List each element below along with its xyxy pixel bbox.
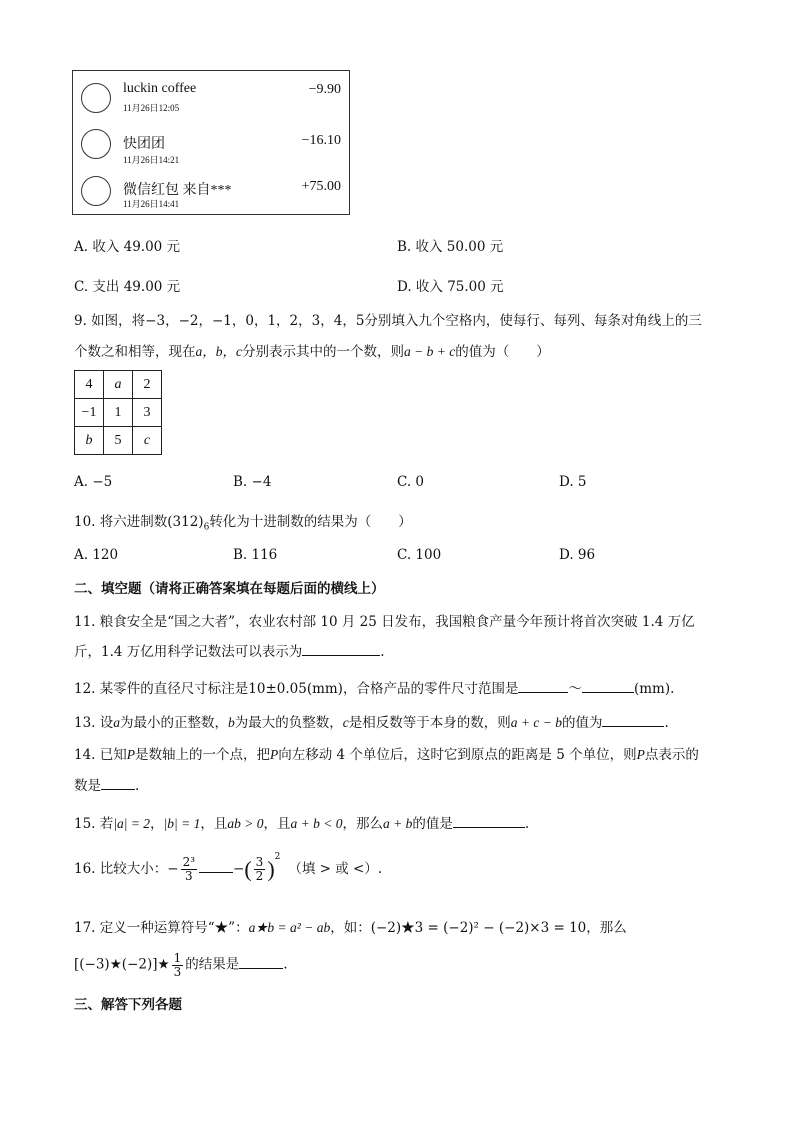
answer-blank[interactable] bbox=[302, 643, 380, 656]
payment-amount: +75.00 bbox=[301, 179, 341, 194]
grid-cell: 1 bbox=[104, 399, 133, 427]
q9-stem-line1: 9. 如图，将−3，−2，−1，0，1，2，3，4，5分别填入九个空格内，使每行、每列、每条对角线上的三 bbox=[74, 313, 702, 329]
answer-blank[interactable] bbox=[518, 680, 568, 693]
q9-option-c: C. 0 bbox=[397, 474, 425, 490]
q14-line2: 数是 . bbox=[74, 778, 140, 794]
payment-time: 11月26日14:41 bbox=[123, 199, 180, 209]
payment-record-box bbox=[72, 70, 350, 215]
payee-name: luckin coffee bbox=[123, 81, 197, 96]
grid-cell: b bbox=[75, 427, 104, 455]
fraction: $\frac{\text{2³}}{3}$ bbox=[182, 855, 196, 883]
q8-option-c: C. 支出 49.00 元 bbox=[74, 279, 181, 295]
q16-stem: 16. 比较大小：− $\frac{\text{2³}}{3}$ −( $\frac{3}{2}$ )$^2$（填 > 或 <）. bbox=[74, 852, 383, 883]
payment-time: 11月26日12:05 bbox=[123, 103, 180, 113]
answer-blank[interactable] bbox=[101, 777, 135, 790]
answer-blank[interactable] bbox=[453, 815, 525, 828]
answer-blank[interactable] bbox=[582, 680, 634, 693]
q14-line1: 14. 已知P是数轴上的一个点，把P向左移动 4 个单位后，这时它到原点的距离是 5 个单位，则P点表示的 bbox=[74, 747, 699, 763]
answer-blank[interactable] bbox=[602, 714, 664, 727]
q9-option-b: B. −4 bbox=[233, 474, 272, 490]
q10-option-d: D. 96 bbox=[559, 547, 596, 563]
q8-option-d: D. 收入 75.00 元 bbox=[397, 279, 504, 295]
payment-amount: −9.90 bbox=[308, 82, 341, 97]
payee-name: 快团团 bbox=[123, 137, 165, 152]
q9-option-a: A. −5 bbox=[74, 474, 113, 490]
q12-stem: 12. 某零件的直径尺寸标注是10±0.05(mm)，合格产品的零件尺寸范围是 ～ (mm). bbox=[74, 681, 675, 697]
grid-cell: 2 bbox=[133, 371, 162, 399]
q10-option-c: C. 100 bbox=[397, 547, 442, 563]
q11-line2: 斤，1.4 万亿用科学记数法可以表示为 . bbox=[74, 644, 385, 660]
payment-time: 11月26日14:21 bbox=[123, 155, 180, 165]
q17-line1: 17. 定义一种运算符号“★”：a★b = a² − ab，如：(−2)★3 = (−2)² − (−2)×3 = 10，那么 bbox=[74, 920, 627, 936]
q8-option-b: B. 收入 50.00 元 bbox=[397, 239, 504, 255]
grid-cell: c bbox=[133, 427, 162, 455]
answer-blank[interactable] bbox=[239, 956, 283, 969]
q9-option-d: D. 5 bbox=[559, 474, 587, 490]
q11-line1: 11. 粮食安全是“国之大者”，农业农村部 10 月 25 日发布，我国粮食产量今年预计将首次突破 1.4 万亿 bbox=[74, 614, 695, 630]
q10-stem: 10. 将六进制数$(312)_6$转化为十进制数的结果为（ ） bbox=[74, 514, 412, 533]
payment-amount: −16.10 bbox=[301, 133, 341, 148]
q10-option-b: B. 116 bbox=[233, 547, 278, 563]
grid-cell: 4 bbox=[75, 371, 104, 399]
avatar bbox=[81, 129, 111, 159]
fraction: $\frac{1}{3}$ bbox=[173, 951, 182, 979]
q10-option-a: A. 120 bbox=[74, 547, 119, 563]
grid-cell: 5 bbox=[104, 427, 133, 455]
q9-stem-line2: 个数之和相等，现在a，b，c分别表示其中的一个数，则a − b + c的值为（ ） bbox=[74, 344, 550, 360]
grid-cell: a bbox=[104, 371, 133, 399]
grid-cell: −1 bbox=[75, 399, 104, 427]
avatar bbox=[81, 83, 111, 113]
answer-blank[interactable] bbox=[199, 860, 233, 873]
section-heading: 三、解答下列各题 bbox=[74, 997, 182, 1013]
q15-stem: 15. 若|a| = 2，|b| = 1，且ab > 0，且a + b < 0，那么a + b的值是 . bbox=[74, 816, 530, 832]
section-heading: 二、填空题（请将正确答案填在每题后面的横线上） bbox=[74, 581, 385, 597]
payee-name: 微信红包 来自*** bbox=[123, 183, 232, 198]
avatar bbox=[81, 176, 111, 206]
grid-cell: 3 bbox=[133, 399, 162, 427]
fraction: $\frac{3}{2}$ bbox=[255, 855, 264, 883]
q13-stem: 13. 设a为最小的正整数，b为最大的负整数，c是相反数等于本身的数，则a + c − b的值为 . bbox=[74, 715, 669, 731]
q8-option-a: A. 收入 49.00 元 bbox=[74, 239, 181, 255]
q17-line2: [(−3)★(−2)]★ $\frac{1}{3}$ 的结果是 . bbox=[74, 951, 288, 979]
magic-square-grid bbox=[74, 370, 162, 455]
